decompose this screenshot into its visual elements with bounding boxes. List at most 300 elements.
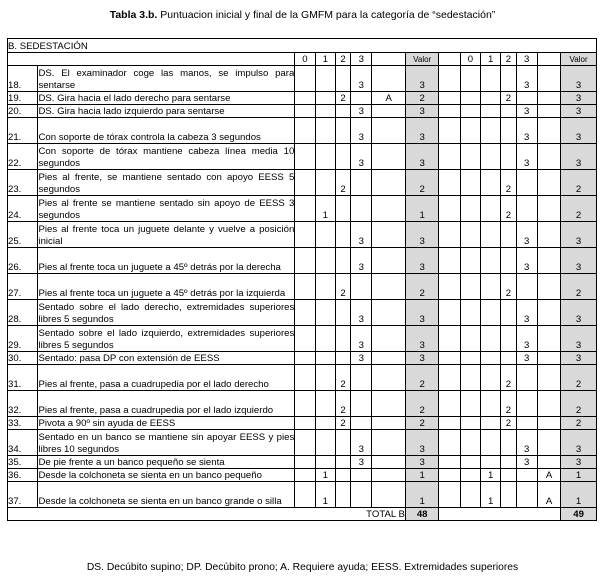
final-score-2 [501,456,516,469]
initial-score-1 [315,92,335,105]
final-score-1 [481,456,501,469]
initial-assist [372,482,406,508]
initial-score-0 [295,222,315,248]
final-score-1 [481,118,501,144]
initial-score-2 [335,66,350,92]
item-description: DS. El examinador coge las manos, se impulso para sentarse [38,66,295,92]
final-score-2 [501,222,516,248]
item-number: 34. [8,430,38,456]
initial-score-3: 3 [351,66,372,92]
final-score-3: 3 [516,352,537,365]
initial-score-0 [295,66,315,92]
initial-score-3: 3 [351,248,372,274]
initial-score-0 [295,118,315,144]
item-number: 36. [8,469,38,482]
initial-score-3: 3 [351,222,372,248]
final-valor: 2 [561,391,597,417]
final-score-1 [481,417,501,430]
initial-score-2: 2 [335,274,350,300]
final-score-1 [481,144,501,170]
initial-score-2: 2 [335,92,350,105]
column-gap [439,105,460,118]
initial-score-2 [335,300,350,326]
final-score-0 [460,456,480,469]
final-valor: 3 [561,105,597,118]
final-score-3: 3 [516,456,537,469]
header-blank [8,53,38,66]
final-assist [537,196,560,222]
item-description: Desde la colchoneta se sienta en un banco pequeño [38,469,295,482]
initial-assist [372,118,406,144]
section-header-row [8,39,597,53]
initial-valor: 1 [405,469,439,482]
initial-score-0 [295,274,315,300]
final-score-2: 2 [501,170,516,196]
final-score-1 [481,248,501,274]
initial-score-2: 2 [335,417,350,430]
initial-score-1 [315,248,335,274]
final-score-0 [460,105,480,118]
total-final: 49 [561,508,597,521]
initial-valor: 1 [405,196,439,222]
initial-score-3: 3 [351,118,372,144]
final-valor: 1 [561,482,597,508]
initial-valor: 2 [405,92,439,105]
initial-score-0 [295,92,315,105]
final-score-1 [481,92,501,105]
final-score-0 [460,391,480,417]
initial-score-2: 2 [335,391,350,417]
final-score-0 [460,66,480,92]
initial-assist: A [372,92,406,105]
table-row [8,92,597,105]
initial-score-3: 3 [351,105,372,118]
final-valor: 3 [561,222,597,248]
table-row [8,105,597,118]
initial-score-3: 3 [351,430,372,456]
final-assist [537,417,560,430]
final-valor: 2 [561,274,597,300]
initial-score-2 [335,196,350,222]
column-header-row [8,53,597,66]
table-footnote: DS. Decúbito supino; DP. Decúbito prono; A. Requiere ayuda; EESS. Extremidades superiores [86,562,519,573]
final-score-3: 3 [516,300,537,326]
initial-score-1 [315,274,335,300]
final-score-0 [460,430,480,456]
final-valor: 1 [561,469,597,482]
item-number: 28. [8,300,38,326]
column-gap [439,469,460,482]
initial-score-0 [295,352,315,365]
initial-assist [372,417,406,430]
initial-score-2 [335,430,350,456]
initial-score-0 [295,469,315,482]
column-gap [439,417,460,430]
final-score-1 [481,196,501,222]
column-gap [439,430,460,456]
initial-assist [372,326,406,352]
initial-score-2 [335,456,350,469]
final-score-0 [460,326,480,352]
table-row [8,430,597,456]
initial-assist [372,222,406,248]
final-score-2: 2 [501,391,516,417]
initial-score-0 [295,248,315,274]
column-gap [439,118,460,144]
final-assist [537,274,560,300]
initial-valor: 1 [405,482,439,508]
table-row [8,118,597,144]
initial-score-2 [335,222,350,248]
initial-score-2: 2 [335,365,350,391]
table-row [8,326,597,352]
table-caption-number: Tabla 3.b. [109,9,158,21]
initial-valor: 3 [405,352,439,365]
final-score-0 [460,352,480,365]
initial-score-1 [315,417,335,430]
column-gap [439,196,460,222]
final-score-3: 3 [516,144,537,170]
initial-assist [372,456,406,469]
final-score-1 [481,391,501,417]
final-valor: 2 [561,417,597,430]
final-score-3: 3 [516,105,537,118]
initial-score-3 [351,469,372,482]
final-score-2: 2 [501,274,516,300]
header-initial-score-3: 3 [351,53,372,66]
final-assist [537,92,560,105]
initial-assist [372,144,406,170]
header-initial-valor: Valor [405,53,439,66]
initial-assist [372,105,406,118]
initial-score-3 [351,417,372,430]
final-assist [537,144,560,170]
final-score-2 [501,118,516,144]
table-row [8,196,597,222]
final-score-0 [460,300,480,326]
final-assist [537,300,560,326]
final-score-0 [460,222,480,248]
column-gap [439,248,460,274]
initial-score-2 [335,144,350,170]
initial-valor: 3 [405,326,439,352]
initial-score-0 [295,391,315,417]
final-score-3 [516,365,537,391]
final-valor: 3 [561,66,597,92]
item-description: Pivota a 90º sin ayuda de EESS [38,417,295,430]
final-score-1 [481,352,501,365]
final-score-1: 1 [481,469,501,482]
table-row [8,66,597,92]
column-gap [439,66,460,92]
final-score-1 [481,66,501,92]
total-row [8,508,597,521]
final-score-2 [501,326,516,352]
initial-score-0 [295,300,315,326]
table-row [8,352,597,365]
initial-assist [372,352,406,365]
item-number: 22. [8,144,38,170]
final-assist [537,105,560,118]
final-score-2: 2 [501,417,516,430]
initial-score-3 [351,391,372,417]
final-assist [537,248,560,274]
initial-score-3: 3 [351,144,372,170]
item-description: DS. Gira hacia el lado derecho para sentarse [38,92,295,105]
initial-valor: 3 [405,66,439,92]
initial-assist [372,170,406,196]
initial-score-1 [315,326,335,352]
item-number: 20. [8,105,38,118]
item-number: 35. [8,456,38,469]
header-initial-score-0: 0 [295,53,315,66]
final-valor: 2 [561,170,597,196]
initial-valor: 2 [405,391,439,417]
initial-score-1 [315,456,335,469]
initial-score-3 [351,365,372,391]
column-gap [439,352,460,365]
column-gap [439,170,460,196]
initial-score-1 [315,222,335,248]
initial-score-0 [295,365,315,391]
final-assist [537,365,560,391]
final-score-2 [501,352,516,365]
item-description: Desde la colchoneta se sienta en un banco grande o silla [38,482,295,508]
column-gap [439,482,460,508]
column-gap [439,326,460,352]
header-initial-score-1: 1 [315,53,335,66]
initial-valor: 3 [405,248,439,274]
table-caption-text: Puntuacion inicial y final de la GMFM para la categoría de “sedestación” [157,9,496,21]
item-number: 37. [8,482,38,508]
final-score-3: 3 [516,430,537,456]
final-score-0 [460,248,480,274]
final-score-0 [460,196,480,222]
initial-valor: 3 [405,144,439,170]
final-valor: 2 [561,365,597,391]
header-blank-desc [38,53,295,66]
header-final-score-2: 2 [501,53,516,66]
final-score-0 [460,482,480,508]
item-number: 23. [8,170,38,196]
table-caption [0,9,605,21]
initial-score-0 [295,196,315,222]
final-assist [537,222,560,248]
final-score-0 [460,365,480,391]
item-number: 33. [8,417,38,430]
final-valor: 2 [561,196,597,222]
final-score-0 [460,118,480,144]
final-score-1 [481,365,501,391]
final-score-3 [516,469,537,482]
initial-score-1 [315,430,335,456]
column-gap [439,456,460,469]
final-score-1 [481,430,501,456]
initial-score-3: 3 [351,300,372,326]
initial-valor: 3 [405,430,439,456]
final-score-0 [460,170,480,196]
final-score-2 [501,469,516,482]
initial-score-1 [315,105,335,118]
header-final-score-1: 1 [481,53,501,66]
final-score-2 [501,430,516,456]
table-row [8,417,597,430]
final-assist [537,326,560,352]
final-score-1 [481,170,501,196]
final-assist [537,391,560,417]
item-description: Pies al frente, pasa a cuadrupedia por el lado izquierdo [38,391,295,417]
initial-score-3 [351,196,372,222]
initial-valor: 2 [405,170,439,196]
final-valor: 3 [561,326,597,352]
item-description: Pies al frente se mantiene sentado sin apoyo de EESS 3 segundos [38,196,295,222]
initial-score-2 [335,248,350,274]
final-assist [537,352,560,365]
table-row [8,482,597,508]
final-valor: 3 [561,352,597,365]
header-gap [439,53,460,66]
item-description: Pies al frente toca un juguete a 45º detrás por la derecha [38,248,295,274]
table-row [8,274,597,300]
final-valor: 3 [561,92,597,105]
final-score-2: 2 [501,92,516,105]
column-gap [439,274,460,300]
table-row [8,391,597,417]
final-valor: 3 [561,456,597,469]
initial-score-0 [295,456,315,469]
final-score-1 [481,300,501,326]
final-assist [537,118,560,144]
final-score-2 [501,482,516,508]
final-score-2 [501,144,516,170]
item-number: 32. [8,391,38,417]
header-final-assist [537,53,560,66]
column-gap [439,222,460,248]
final-score-3: 3 [516,326,537,352]
initial-score-0 [295,144,315,170]
final-assist [537,430,560,456]
initial-score-1 [315,352,335,365]
final-score-0 [460,469,480,482]
final-score-2 [501,248,516,274]
initial-assist [372,300,406,326]
final-score-0 [460,92,480,105]
final-score-2 [501,66,516,92]
initial-score-2: 2 [335,170,350,196]
initial-score-3 [351,92,372,105]
table-row [8,170,597,196]
item-number: 27. [8,274,38,300]
final-assist [537,170,560,196]
final-score-0 [460,417,480,430]
initial-score-1 [315,144,335,170]
table-row [8,469,597,482]
initial-assist [372,365,406,391]
gmfm-sedestacion-table [7,38,597,521]
final-assist: A [537,469,560,482]
final-score-3 [516,391,537,417]
final-score-3 [516,274,537,300]
final-score-3: 3 [516,222,537,248]
initial-score-3 [351,482,372,508]
initial-score-1 [315,365,335,391]
initial-score-3: 3 [351,352,372,365]
column-gap [439,365,460,391]
final-score-0 [460,274,480,300]
header-initial-score-2: 2 [335,53,350,66]
initial-score-2 [335,469,350,482]
table-row [8,248,597,274]
initial-score-1: 1 [315,469,335,482]
final-score-2: 2 [501,196,516,222]
initial-score-2 [335,482,350,508]
initial-score-1 [315,391,335,417]
final-score-3 [516,92,537,105]
initial-valor: 3 [405,456,439,469]
item-number: 19. [8,92,38,105]
table-row [8,144,597,170]
item-number: 18. [8,66,38,92]
column-gap [439,144,460,170]
section-label: B. SEDESTACIÓN [8,39,597,53]
final-score-3: 3 [516,66,537,92]
item-description: De pie frente a un banco pequeño se sienta [38,456,295,469]
initial-score-1: 1 [315,482,335,508]
initial-assist [372,196,406,222]
total-label: TOTAL B [8,508,406,521]
final-score-0 [460,144,480,170]
item-number: 26. [8,248,38,274]
item-number: 29. [8,326,38,352]
item-number: 31. [8,365,38,391]
initial-score-0 [295,170,315,196]
final-score-1 [481,105,501,118]
initial-valor: 3 [405,300,439,326]
final-score-1 [481,326,501,352]
initial-score-3: 3 [351,326,372,352]
initial-valor: 2 [405,417,439,430]
final-score-1 [481,274,501,300]
item-number: 24. [8,196,38,222]
initial-score-3 [351,170,372,196]
initial-score-0 [295,417,315,430]
initial-valor: 2 [405,274,439,300]
column-gap [439,92,460,105]
initial-score-1 [315,118,335,144]
item-description: Sentado en un banco se mantiene sin apoyar EESS y pies libres 10 segundos [38,430,295,456]
initial-score-1 [315,300,335,326]
final-score-1 [481,222,501,248]
header-initial-assist [372,53,406,66]
final-valor: 3 [561,300,597,326]
initial-valor: 3 [405,118,439,144]
final-score-3: 3 [516,118,537,144]
initial-valor: 3 [405,105,439,118]
initial-assist [372,391,406,417]
item-description: Pies al frente, pasa a cuadrupedia por el lado derecho [38,365,295,391]
final-score-2 [501,105,516,118]
table-row [8,365,597,391]
initial-assist [372,430,406,456]
initial-score-0 [295,326,315,352]
item-description: Sentado sobre el lado izquierdo, extremidades superiores libres 5 segundos [38,326,295,352]
final-valor: 3 [561,118,597,144]
item-description: Pies al frente, se mantiene sentado con apoyo EESS 5 segundos [38,170,295,196]
final-valor: 3 [561,248,597,274]
column-gap [439,300,460,326]
item-description: DS. Gira hacia lado izquierdo para sentarse [38,105,295,118]
item-number: 30. [8,352,38,365]
